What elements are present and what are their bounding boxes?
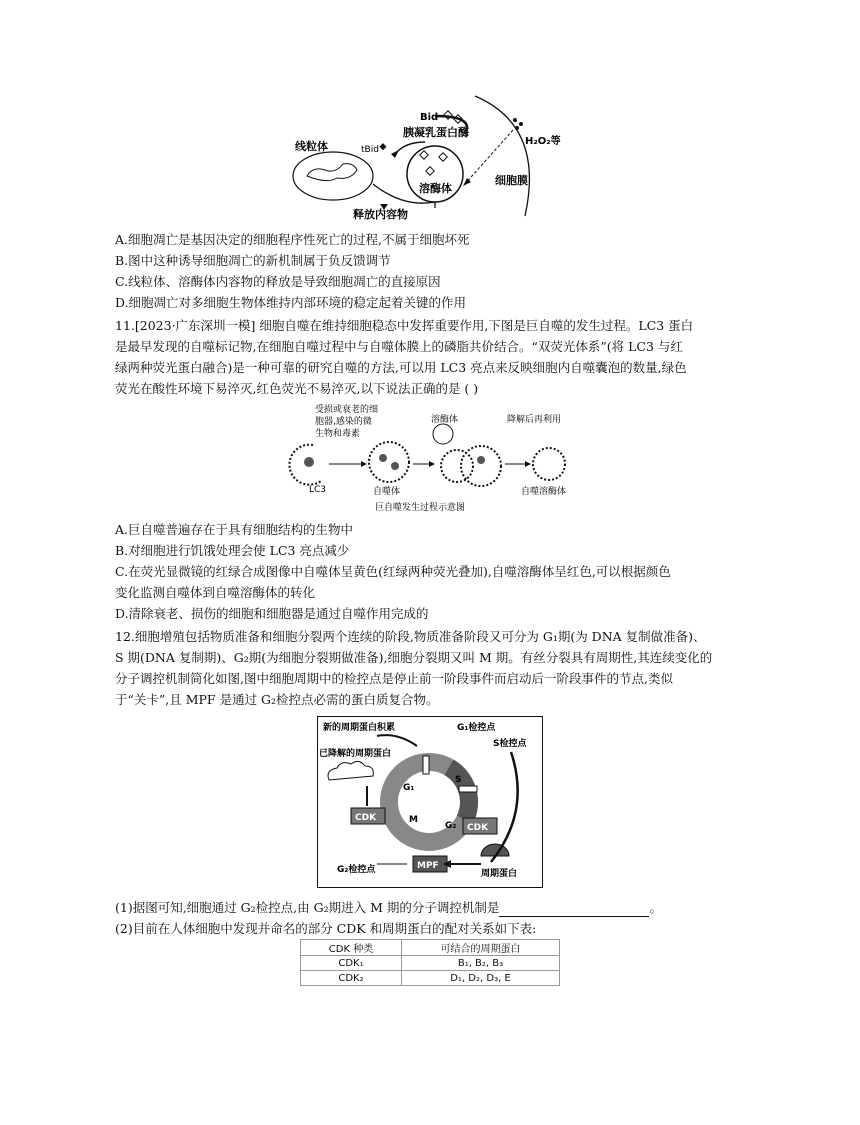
svg-text:MPF: MPF [417,861,439,871]
table-header: CDK 种类 [301,940,402,956]
table-cell: CDK₁ [301,956,402,971]
svg-text:S检控点: S检控点 [493,739,527,749]
q11-option-a: A.巨自噬普遍存在于具有细胞结构的生物中 [115,522,354,537]
svg-text:G₂: G₂ [445,821,457,831]
q12-subquestion-2: (2)目前在人体细胞中发现并命名的部分 CDK 和周期蛋白的配对关系如下表: [115,921,537,936]
q11-option-d: D.清除衰老、损伤的细胞和细胞器是通过自噬作用完成的 [115,606,429,621]
svg-text:溶酶体: 溶酶体 [419,182,452,195]
svg-text:G₁检控点: G₁检控点 [457,723,496,733]
table-header: 可结合的周期蛋白 [402,940,560,956]
svg-text:H₂O₂等: H₂O₂等 [525,136,561,147]
svg-text:G₁: G₁ [403,783,415,793]
mitochondrion-shape [293,152,373,200]
svg-text:M: M [409,815,418,825]
q11-option-c-line2: 变化监测自噬体到自噬溶酶体的转化 [115,585,316,600]
autophagosome-shape [369,442,409,482]
q10-option-b: B.图中这种诱导细胞凋亡的新机制属于负反馈调节 [115,253,391,268]
svg-text:胰凝乳蛋白酶: 胰凝乳蛋白酶 [403,126,469,139]
autolysosome-shape [533,448,565,480]
q11-stem-line4: 荧光在酸性环境下易淬灭,红色荧光不易淬灭,以下说法正确的是 ( ) [115,381,479,396]
svg-text:巨自噬发生过程示意图: 巨自噬发生过程示意图 [375,503,466,513]
q11-stem-line1: 11.[2023·广东深圳一模] 细胞自噬在维持细胞稳态中发挥重要作用,下图是巨自噬的发生过程。LC3 蛋白 [115,318,694,333]
table-row [301,971,560,986]
q11-option-c-line1: C.在荧光显微镜的红绿合成图像中自噬体呈黄色(红绿两种荧光叠加),自噬溶酶体呈红色,可以根据颜色 [115,564,671,579]
cdk-cyclin-table [300,939,560,986]
svg-text:S: S [455,775,462,785]
svg-text:生物和毒素: 生物和毒素 [315,429,361,439]
svg-text:tBid: tBid [361,145,379,155]
q10-option-a: A.细胞凋亡是基因决定的细胞程序性死亡的过程,不属于细胞坏死 [115,232,470,247]
q12-stem-line4: 于“关卡”,且 MPF 是通过 G₂检控点必需的蛋白质复合物。 [115,692,439,707]
q11-option-b: B.对细胞进行饥饿处理会使 LC3 亮点减少 [115,543,350,558]
q12-stem-line3: 分子调控机制简化如图,图中细胞周期中的检控点是停止前一阶段事件而启动后一阶段事件的节点,类似 [115,671,673,686]
q10-option-d: D.细胞凋亡对多细胞生物体维持内部环境的稳定起着关键的作用 [115,295,467,310]
svg-text:已降解的周期蛋白: 已降解的周期蛋白 [319,749,392,759]
autophagy-figure [285,400,595,515]
svg-text:线粒体: 线粒体 [295,140,328,153]
table-cell: B₁, B₂, B₃ [402,956,560,971]
svg-text:周期蛋白: 周期蛋白 [481,869,518,879]
cell-membrane-shape [475,96,529,216]
q11-stem-line2: 是最早发现的自噬标记物,在细胞自噬过程中与自噬体膜上的磷脂共价结合。“双荧光体系”(将 LC3 与红 [115,339,683,354]
svg-text:LC3: LC3 [309,485,327,495]
answer-blank[interactable] [499,903,649,917]
svg-text:自噬体: 自噬体 [373,487,401,497]
svg-text:自噬溶酶体: 自噬溶酶体 [521,487,567,497]
q11-stem-line3: 绿两种荧光蛋白融合)是一种可靠的研究自噬的方法,可以用 LC3 亮点来反映细胞内自噬囊泡的数量,绿色 [115,360,687,375]
svg-text:细胞膜: 细胞膜 [495,174,528,187]
svg-text:CDK: CDK [355,813,377,823]
q12-stem-line2: S 期(DNA 复制期)、G₂期(为细胞分裂期做准备),细胞分裂期又叫 M 期。有丝分裂具有周期性,其连续变化的 [115,650,713,665]
table-row [301,956,560,971]
table-header-row [301,940,560,956]
svg-text:新的周期蛋白积累: 新的周期蛋白积累 [323,723,396,733]
svg-text:胞器,感染的微: 胞器,感染的微 [315,417,372,427]
q12-subquestion-1: (1)据图可知,细胞通过 G₂检控点,由 G₂期进入 M 期的分子调控机制是 。 [115,900,662,915]
q12-stem-line1: 12.细胞增殖包括物质准备和细胞分裂两个连续的阶段,物质准备阶段又可分为 G₁期(为 DNA 复制做准备)、 [115,629,706,644]
svg-text:Bid: Bid [420,112,439,123]
svg-text:G₂检控点: G₂检控点 [337,865,376,875]
svg-text:溶酶体: 溶酶体 [431,415,459,425]
svg-text:受损或衰老的细: 受损或衰老的细 [315,405,379,415]
svg-text:释放内容物: 释放内容物 [353,208,408,221]
apoptosis-figure [285,92,585,224]
cell-cycle-figure [317,716,543,888]
svg-text:降解后再利用: 降解后再利用 [507,415,562,425]
q10-option-c: C.线粒体、溶酶体内容物的释放是导致细胞凋亡的直接原因 [115,274,441,289]
table-cell: CDK₂ [301,971,402,986]
svg-text:CDK: CDK [467,823,489,833]
table-cell: D₁, D₂, D₃, E [402,971,560,986]
